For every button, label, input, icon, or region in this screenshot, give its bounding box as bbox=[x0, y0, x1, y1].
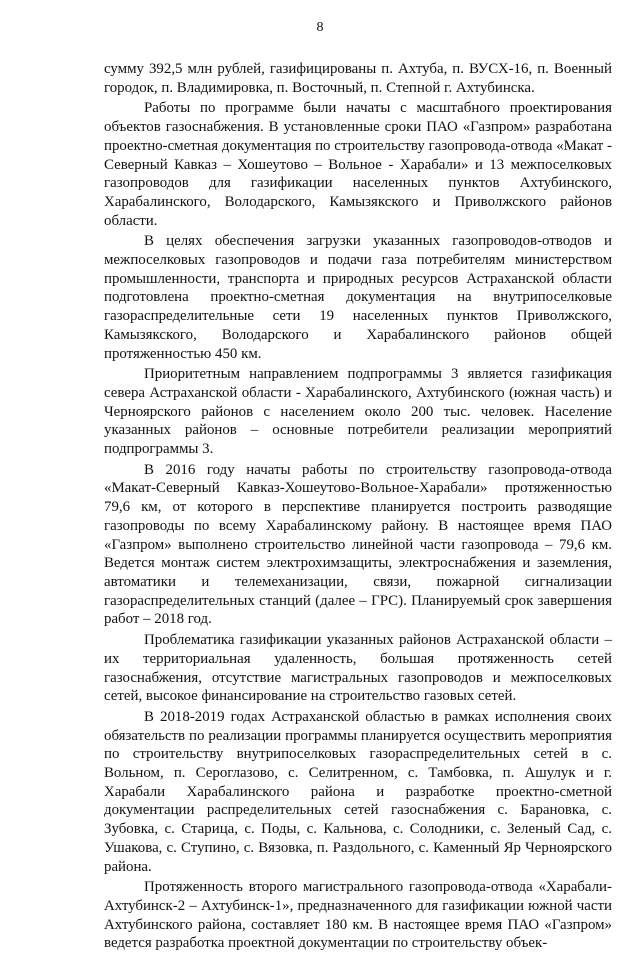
page-number: 8 bbox=[316, 20, 324, 35]
paragraph-4: Приоритетным направлением подпрограммы 3 является газификация севера Астраханской области - Харабалинского, Ахтубинского (южная часть) и Черноярского районов с населением около 200 тыс. человек. Население указанных районов – основные потребители реализации мероприятий подпрограммы 3. bbox=[104, 366, 612, 458]
paragraph-8: Протяженность второго магистрального газопровода-отвода «Харабали-Ахтубинск-2 – Ахтубинск-1», предназначенного для газификации южной части Ахтубинского района, составляет 180 км. В настоящее время ПАО «Газпром» ведется разработка проектной документации по строительству объек- bbox=[104, 879, 612, 952]
document-body bbox=[104, 60, 612, 955]
paragraph-5: В 2016 году начаты работы по строительству газопровода-отвода «Макат-Северный Кавказ-Хошеутово-Вольное-Харабали» протяженностью 79,6 км, от которого в перспективе планируется построить разводящие газопроводы по всему Харабалинскому району. В настоящее время ПАО «Газпром» выполнено строительство линейной части газопровода – 79,6 км. Ведется монтаж систем электрохимзащиты, электроснабжения и заземления, автоматики и телемеханизации, связи, пожарной сигнализации газораспределительных станций (далее – ГРС). Планируемый срок завершения работ – 2018 год. bbox=[104, 461, 612, 628]
paragraph-2: Работы по программе были начаты с масштабного проектирования объектов газоснабжения. В установленные сроки ПАО «Газпром» разработана проектно-сметная документация по строительству газопровода-отвода «Макат - Северный Кавказ – Хошеутово – Вольное - Харабали» и 13 межпоселковых газопроводов для газификации населенных пунктов Ахтубинского, Харабалинского, Володарского, Камызякского и Приволжского районов области. bbox=[104, 100, 612, 229]
paragraph-1: сумму 392,5 млн рублей, газифицированы п. Ахтуба, п. ВУСХ-16, п. Военный городок, п. Владимировка, п. Восточный, п. Степной г. Ахтубинска. bbox=[104, 61, 612, 96]
paragraph-3: В целях обеспечения загрузки указанных газопроводов-отводов и межпоселковых газопроводов и подачи газа потребителям министерством промышленности, транспорта и природных ресурсов Астраханской области подготовлена проектно-сметная документация на внутрипоселковые газораспределительные сети 19 населенных пунктов Приволжского, Камызякского, Володарского и Харабалинского районов общей протяженностью 450 км. bbox=[104, 233, 612, 362]
paragraph-6: Проблематика газификации указанных районов Астраханской области – их территориальная удаленность, большая протяженность сетей газоснабжения, отсутствие магистральных газопроводов и межпоселковых сетей, высокое финансирование на строительство газовых сетей. bbox=[104, 632, 612, 705]
paragraph-7: В 2018-2019 годах Астраханской областью в рамках исполнения своих обязательств по реализации программы планируется осуществить мероприятия по строительству внутрипоселковых газораспределительных сетей в с. Вольном, п. Сероглазово, с. Селитренном, с. Тамбовка, п. Ашулук и г. Харабали Харабалинского района и разработке проектно-сметной документации распределительных сетей газоснабжения с. Барановка, с. Зубовка, с. Старица, с. Поды, с. Кальнова, с. Солодники, с. Зеленый Сад, с. Ушакова, с. Ступино, с. Вязовка, п. Раздольного, с. Каменный Яр Черноярского района. bbox=[104, 708, 612, 875]
